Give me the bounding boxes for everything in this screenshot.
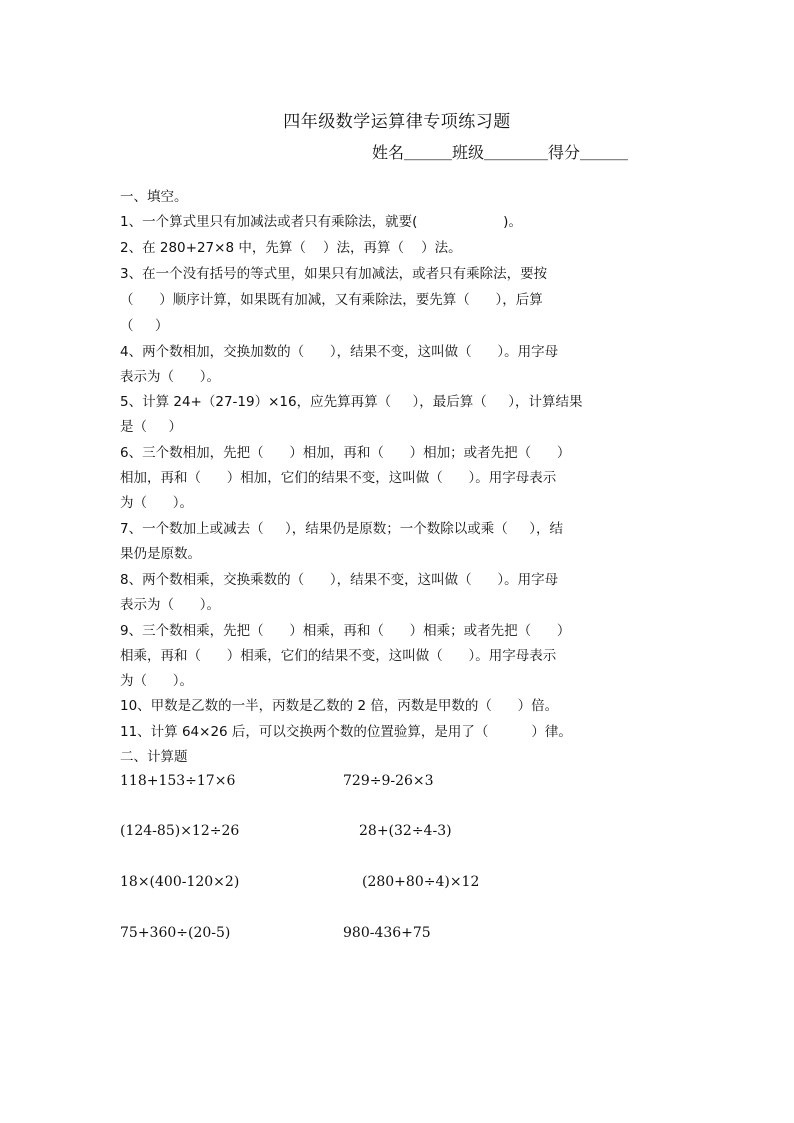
calc-problem: (124-85)×12÷26 — [120, 823, 240, 839]
page-title: 四年级数学运算律专项练习题 — [283, 112, 511, 132]
section1-heading: 一、填空。 — [120, 189, 188, 205]
question-line: 6、三个数相加，先把（ ）相加，再和（ ）相加；或者先把（ ） — [120, 445, 571, 461]
question-line: 表示为（ ）。 — [120, 597, 220, 613]
question-line: 3、在一个没有括号的等式里，如果只有加减法，或者只有乘除法，要按 — [120, 266, 548, 282]
question-line: （ ） — [120, 318, 169, 334]
question-line: 5、计算 24+（27-19）×16，应先算再算（ ），最后算（ ），计算结果 — [120, 394, 583, 410]
question-line: 是（ ） — [120, 419, 182, 435]
question-line: 相乘，再和（ ）相乘，它们的结果不变，这叫做（ ）。用字母表示 — [120, 648, 557, 664]
question-line: 相加，再和（ ）相加，它们的结果不变，这叫做（ ）。用字母表示 — [120, 470, 557, 486]
question-line: 2、在 280+27×8 中，先算（ ）法，再算（ ）法。 — [120, 240, 462, 256]
question-line: 果仍是原数。 — [120, 546, 201, 562]
calc-problem: 18×(400-120×2) — [120, 874, 240, 890]
student-info-line: 姓名＿＿＿班级＿＿＿＿得分＿＿＿ — [372, 143, 629, 162]
calc-problem: 28+(32÷4-3) — [359, 823, 452, 839]
question-line: 9、三个数相乘，先把（ ）相乘，再和（ ）相乘；或者先把（ ） — [120, 623, 571, 639]
calc-problem: 980-436+75 — [343, 925, 431, 941]
question-line: 4、两个数相加，交换加数的（ ），结果不变，这叫做（ ）。用字母 — [120, 344, 559, 360]
question-line: 8、两个数相乘，交换乘数的（ ），结果不变，这叫做（ ）。用字母 — [120, 572, 559, 588]
calc-problem: 75+360÷(20-5) — [120, 925, 231, 941]
question-line: 11、计算 64×26 后，可以交换两个数的位置验算，是用了（ ）律。 — [120, 724, 572, 740]
calc-problem: 729÷9-26×3 — [343, 773, 434, 789]
question-line: 10、甲数是乙数的一半，丙数是乙数的 2 倍，丙数是甲数的（ ）倍。 — [120, 698, 559, 714]
question-line: 表示为（ ）。 — [120, 369, 220, 385]
calc-problem: 118+153÷17×6 — [120, 773, 236, 789]
question-line: 为（ ）。 — [120, 673, 193, 689]
section2-heading: 二、计算题 — [120, 749, 188, 765]
calc-problem: (280+80÷4)×12 — [362, 874, 480, 890]
question-line: 1、一个算式里只有加减法或者只有乘除法，就要( )。 — [120, 214, 522, 230]
question-line: 为（ ）。 — [120, 495, 193, 511]
question-line: 7、一个数加上或减去（ ），结果仍是原数；一个数除以或乘（ ），结 — [120, 521, 564, 537]
question-line: （ ）顺序计算，如果既有加减，又有乘除法，要先算（ ），后算 — [120, 292, 543, 308]
